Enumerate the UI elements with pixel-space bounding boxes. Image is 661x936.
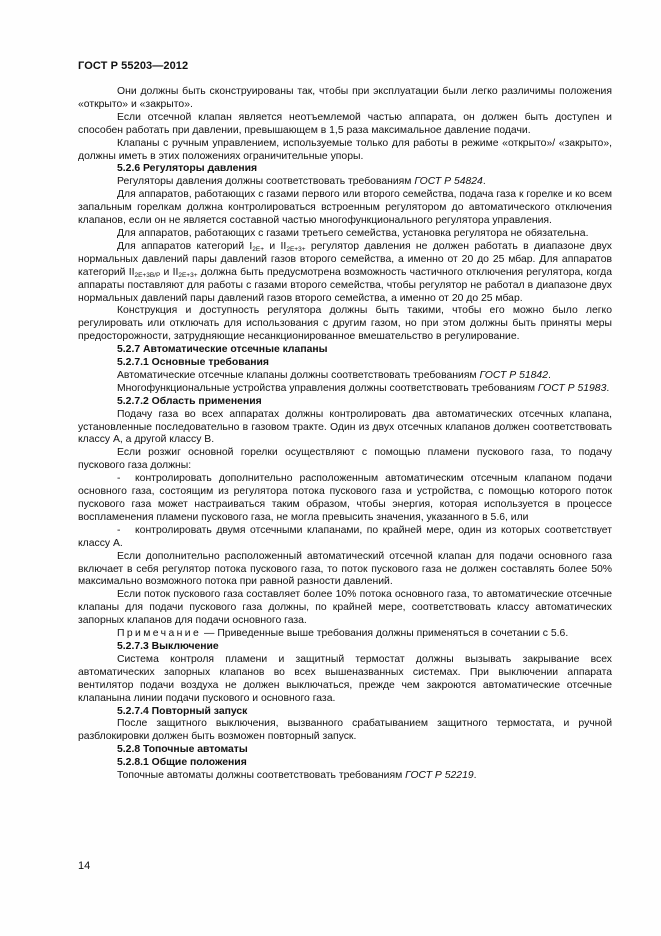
body-paragraph: Подачу газа во всех аппаратах должны контролировать два автоматических отсечных клапана, установленные последовательно в газовом тракте. Один из двух отсечных клапанов должен соответствовать классу А, а другой классу В. xyxy=(78,408,612,446)
section-heading: 5.2.8.1 Общие положения xyxy=(117,757,247,769)
section-heading: 5.2.8 Топочные автоматы xyxy=(117,744,248,756)
body-paragraph: Система контроля пламени и защитный термостат должны вызывать закрывание всех автоматических запорных клапанов во всех вышеназванных системах. При выключении аппарата вентилятор подачи воздуха не должен выключаться, прежде чем закроются автоматические отсечные клапанына линии подачи пускового и основного газа. xyxy=(78,653,612,704)
body-paragraph: Клапаны с ручным управлением, используемые только для работы в режиме «открыто»/ «закрыто», должны иметь в этих положениях ограничительные упоры. xyxy=(78,137,612,162)
body-paragraph: Для аппаратов категорий $I_{2E+}$ и $II_{2E+3+}$ регулятор давления не должен работать в диапазоне двух нормальных давлений пары давлений газов второго семейства, а именно от 20 до 25 мбар. Для аппаратов категорий $II_{2E+3B/P}$ и $II_{2E+3+}$ должна быть предусмотрена возможность частичного отключения регулятора, когда аппараты поставляют для работы с газами второго семейства, чтобы регулятор не работал в диапазоне двух нормальных давлений пары давлений газов второго семейства, а именно от 20 до 25 мбар. xyxy=(78,240,613,304)
section-heading: 5.2.7.1 Основные требования xyxy=(117,357,269,369)
body-paragraph: Если дополнительно расположенный автоматический отсечной клапан для подачи основного газа включает в себя регулятор потока пускового газа, то поток пускового газа не должен составлять более 50% максимально возможного потока при равной разности давлений. xyxy=(78,550,612,588)
list-item: - контролировать двумя отсечными клапанами, по крайней мере, один из которых соответствует классу А. xyxy=(78,524,612,549)
body-paragraph: Для аппаратов, работающих с газами третьего семейства, установка регулятора не обязательна. xyxy=(117,227,589,239)
body-paragraph: Конструкция и доступность регулятора должны быть такими, чтобы его можно было легко регулировать или отключать для использования с другим газом, но при этом должны быть приняты меры предосторожности, затрудняющие несанкционированное вмешательство в регулирование. xyxy=(78,305,612,343)
body-paragraph: Многофункциональные устройства управления должны соответствовать требованиям ГОСТ Р 51983. xyxy=(117,382,610,394)
dash-marker: - xyxy=(117,473,121,485)
section-heading: 5.2.7 Автоматические отсечные клапаны xyxy=(117,344,328,356)
body-paragraph: Они должны быть сконструированы так, чтобы при эксплуатации были легко различимы положения «открыто» и «закрыто». xyxy=(78,86,612,110)
note-paragraph: Примечание — Приведенные выше требования должны применяться в сочетании с 5.6. xyxy=(117,628,569,640)
body-paragraph: Автоматические отсечные клапаны должны соответствовать требованиям ГОСТ Р 51842. xyxy=(117,369,551,381)
body-paragraph: Для аппаратов, работающих с газами первого или второго семейства, подача газа к горелке и ко всем запальным горелкам должна контролироваться встроенным регулятором до автоматического отключения клапанов, если он не является составной частью многофункционального регулятора управления. xyxy=(78,189,612,227)
body-paragraph: Топочные автоматы должны соответствовать требованиям ГОСТ Р 52219. xyxy=(117,770,477,782)
section-heading: 5.2.7.3 Выключение xyxy=(117,640,219,652)
section-heading: 5.2.6 Регуляторы давления xyxy=(117,163,258,175)
body-paragraph: Если отсечной клапан является неотъемлемой частью аппарата, он должен быть доступен и способен работать при давлении, превышающем в 1,5 раза максимальное давление подачи. xyxy=(78,111,612,136)
dash-marker: - xyxy=(117,524,121,536)
document-body xyxy=(78,86,612,783)
body-paragraph: Если розжиг основной горелки осуществляют с помощью пламени пускового газа, то подачу пускового газа должны: xyxy=(78,447,612,472)
body-paragraph: После защитного выключения, вызванного срабатыванием защитного термостата, и ручной разблокировки должен быть возможен повторный запуск. xyxy=(78,718,612,743)
list-item: - контролировать дополнительно расположенным автоматическим отсечным клапаном подачи основного газа, состоящим из регулятора потока пускового газа и устройства, с помощью которого поток пускового газа может настраиваться таким образом, чтобы энергия, которая используется в процессе воспламенения пламени пускового газа, не могла превысить значения, указанного в 5.6, или xyxy=(78,473,612,523)
document-code-header: ГОСТ Р 55203—2012 xyxy=(78,60,189,72)
section-heading: 5.2.7.2 Область применения xyxy=(117,395,262,407)
section-heading: 5.2.7.4 Повторный запуск xyxy=(117,705,248,717)
body-paragraph: Если поток пускового газа составляет более 10% потока основного газа, то автоматические отсечные клапаны для подачи пускового газа должны, по крайней мере, соответствовать классу автоматических запорных клапанов для подачи основного газа. xyxy=(78,589,612,627)
page-number: 14 xyxy=(78,860,91,872)
note-label: Примечание xyxy=(117,628,202,640)
body-paragraph: Регуляторы давления должны соответствовать требованиям ГОСТ Р 54824. xyxy=(117,176,486,188)
